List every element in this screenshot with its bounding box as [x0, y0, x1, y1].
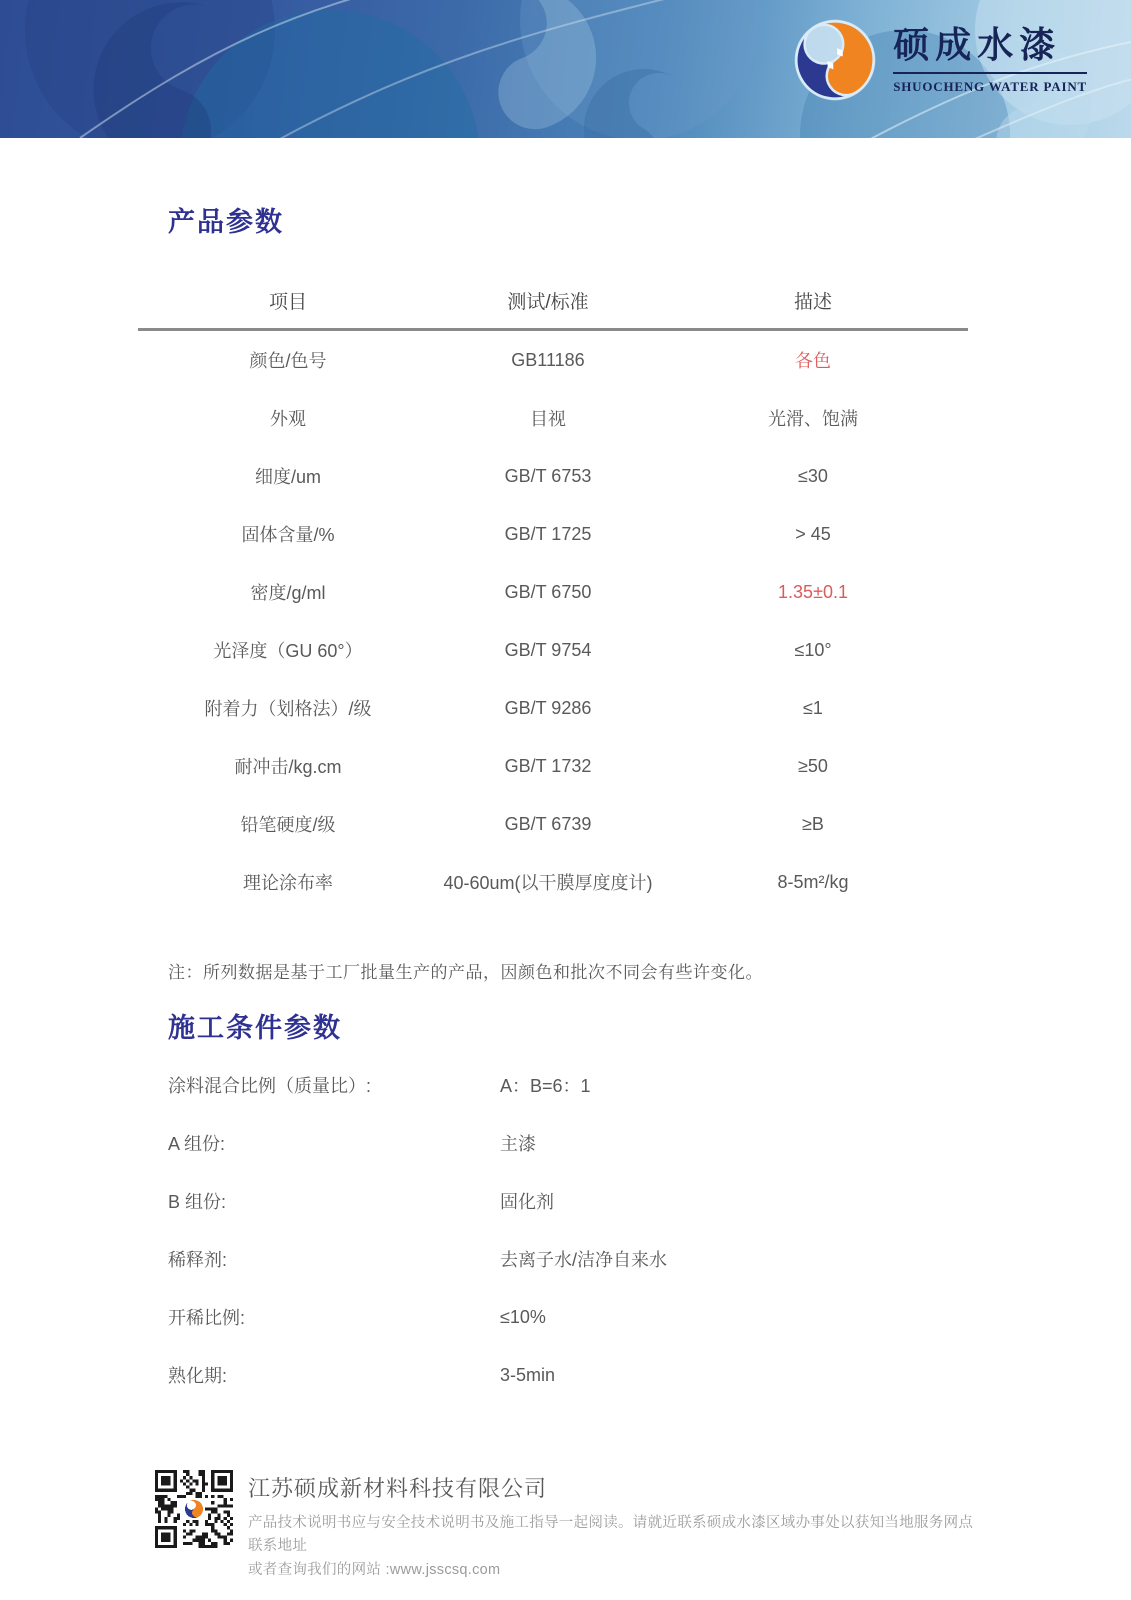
table-note: 注：所列数据是基于工厂批量生产的产品，因颜色和批次不同会有些许变化。 — [168, 963, 763, 982]
table-header-row — [138, 272, 968, 331]
footer-note — [248, 1512, 978, 1582]
footer-note-line1: 产品技术说明书应与安全技术说明书及施工指导一起阅读。请就近联系硕成水漆区域办事处以获知当地服务网点联系地址 — [248, 1515, 974, 1555]
param-value: ≤10% — [500, 1306, 546, 1327]
cell-desc: 8-5m²/kg — [777, 871, 849, 892]
param-label: 涂料混合比例（质量比）: — [168, 1076, 371, 1096]
cell-item: 细度/um — [254, 467, 321, 487]
cell-standard: GB/T 9286 — [504, 697, 592, 718]
page-footer — [155, 1470, 978, 1582]
table-row — [138, 621, 968, 679]
construction-param-row — [168, 1056, 968, 1114]
cell-standard: 目视 — [530, 409, 566, 429]
footer-note-line2: 或者查询我们的网站 :www.jsscsq.com — [248, 1561, 501, 1578]
cell-item: 颜色/色号 — [249, 351, 327, 371]
param-label: 稀释剂: — [168, 1250, 228, 1270]
param-value: 主漆 — [500, 1134, 536, 1154]
construction-param-row — [168, 1230, 968, 1288]
construction-param-row — [168, 1288, 968, 1346]
cell-desc: ≤10° — [794, 639, 832, 660]
table-row — [138, 505, 968, 563]
brand-s-swirl-icon — [793, 18, 877, 102]
cell-desc: ≥50 — [798, 755, 828, 776]
qr-code-icon — [155, 1470, 233, 1548]
brand-logo — [793, 18, 1087, 102]
cell-item: 固体含量/% — [241, 525, 335, 545]
cell-standard: GB/T 6739 — [504, 813, 592, 834]
header-banner — [0, 0, 1131, 138]
construction-params-list — [168, 1056, 968, 1404]
table-row — [138, 389, 968, 447]
cell-standard: GB/T 1732 — [504, 755, 592, 776]
param-label: A 组份: — [168, 1134, 226, 1154]
cell-desc: 各色 — [795, 351, 831, 371]
cell-standard: 40-60um(以干膜厚度度计) — [443, 873, 653, 893]
table-body — [138, 331, 968, 911]
brand-logo-text — [893, 25, 1087, 94]
section-title-product-params: 产品参数 — [168, 207, 284, 237]
table-header-item: 项目 — [268, 291, 307, 313]
cell-standard: GB/T 6750 — [504, 581, 592, 602]
cell-standard: GB/T 9754 — [504, 639, 592, 660]
cell-desc: ≤30 — [798, 465, 828, 486]
table-row — [138, 795, 968, 853]
cell-standard: GB/T 6753 — [504, 465, 592, 486]
cell-desc: ≥B — [802, 813, 824, 834]
cell-item: 光泽度（GU 60°） — [213, 641, 363, 661]
param-label: 熟化期: — [168, 1366, 228, 1386]
cell-desc: 1.35±0.1 — [778, 581, 848, 602]
construction-param-row — [168, 1114, 968, 1172]
company-name: 江苏硕成新材料科技有限公司 — [248, 1476, 548, 1501]
cell-desc: 光滑、饱满 — [768, 409, 858, 429]
cell-item: 附着力（划格法）/级 — [204, 699, 372, 719]
table-row — [138, 737, 968, 795]
param-value: 3-5min — [500, 1364, 556, 1385]
param-label: 开稀比例: — [168, 1308, 246, 1328]
cell-item: 耐冲击/kg.cm — [234, 757, 342, 777]
param-label: B 组份: — [168, 1192, 227, 1212]
param-value: 去离子水/洁净自来水 — [500, 1250, 668, 1270]
cell-desc: > 45 — [795, 523, 831, 544]
table-row — [138, 563, 968, 621]
cell-desc: ≤1 — [803, 697, 823, 718]
footer-text-block — [248, 1470, 978, 1582]
section-title-construction-params: 施工条件参数 — [168, 1013, 342, 1043]
cell-item: 铅笔硬度/级 — [240, 815, 336, 835]
cell-item: 密度/g/ml — [250, 583, 326, 603]
product-params-table — [138, 272, 968, 911]
table-row — [138, 853, 968, 911]
brand-name-en: SHUOCHENG WATER PAINT — [893, 78, 1087, 94]
table-header-standard: 测试/标准 — [507, 291, 589, 313]
cell-item: 外观 — [270, 409, 306, 429]
param-value: A：B=6：1 — [500, 1076, 591, 1096]
table-header-description: 描述 — [793, 291, 832, 313]
construction-param-row — [168, 1172, 968, 1230]
param-value: 固化剂 — [500, 1192, 554, 1212]
table-row — [138, 679, 968, 737]
construction-param-row — [168, 1346, 968, 1404]
cell-standard: GB11186 — [511, 349, 585, 370]
table-row — [138, 447, 968, 505]
cell-standard: GB/T 1725 — [504, 523, 592, 544]
brand-name-cn: 硕成水漆 — [893, 25, 1087, 73]
cell-item: 理论涂布率 — [243, 873, 333, 893]
table-row — [138, 331, 968, 389]
